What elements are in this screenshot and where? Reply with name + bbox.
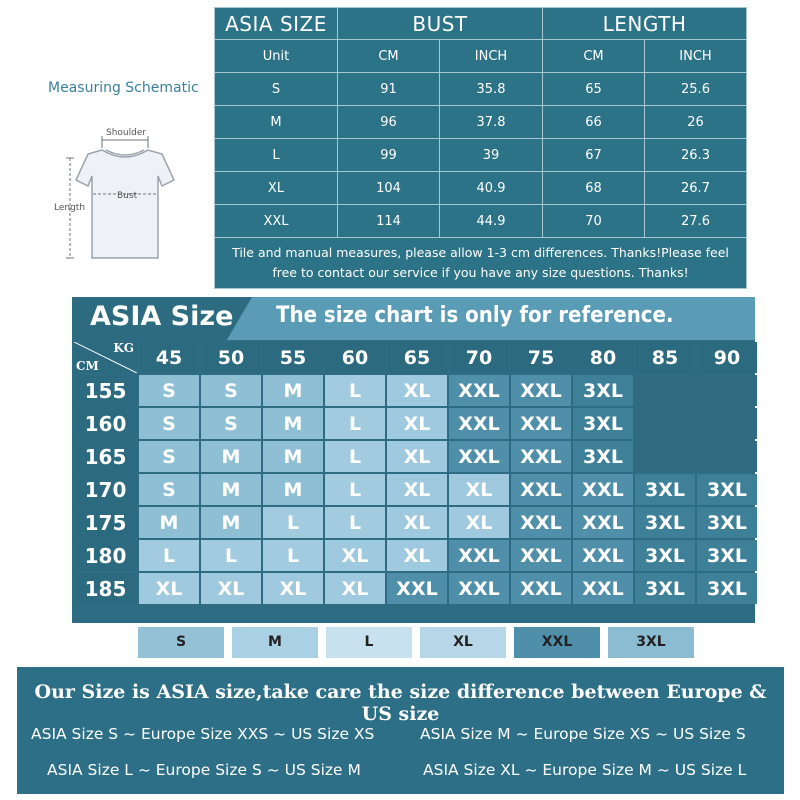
height-header: 170 <box>74 474 137 505</box>
size-cell: XL <box>449 507 509 538</box>
height-row <box>74 408 757 439</box>
size-cell: XL <box>387 375 447 406</box>
size-cell: 3XL <box>635 540 695 571</box>
size-cell: M <box>201 441 261 472</box>
size-cell: XXL <box>511 408 571 439</box>
size-cell: L <box>263 540 323 571</box>
unit-cell: INCH <box>645 40 747 73</box>
size-cell: 3XL <box>635 474 695 505</box>
size-cell: S <box>215 73 338 106</box>
size-cell: XL <box>139 573 199 604</box>
size-cell: 3XL <box>697 507 757 538</box>
size-cell <box>697 408 757 439</box>
measure-row <box>215 205 747 238</box>
height-header: 180 <box>74 540 137 571</box>
size-cell: 3XL <box>573 375 633 406</box>
measure-value: 91 <box>338 73 440 106</box>
size-conversion-box <box>17 667 784 794</box>
size-cell: 3XL <box>573 441 633 472</box>
size-cell: M <box>263 375 323 406</box>
size-cell: XXL <box>511 573 571 604</box>
measure-value: 26.7 <box>645 172 747 205</box>
measure-value: 39 <box>440 139 543 172</box>
size-cell: XXL <box>511 507 571 538</box>
height-header: 155 <box>74 375 137 406</box>
size-cell: XXL <box>449 408 509 439</box>
legend-item: M <box>232 627 318 658</box>
weight-header: 60 <box>325 342 385 373</box>
size-cell: XXL <box>511 540 571 571</box>
size-cell <box>697 375 757 406</box>
size-cell: 3XL <box>573 408 633 439</box>
measurement-table <box>214 7 747 289</box>
measure-value: 96 <box>338 106 440 139</box>
tshirt-icon <box>40 118 200 278</box>
size-cell: M <box>139 507 199 538</box>
height-row <box>74 573 757 604</box>
size-cell: S <box>139 441 199 472</box>
size-cell: XXL <box>573 474 633 505</box>
size-cell <box>635 408 695 439</box>
size-cell: XXL <box>449 540 509 571</box>
size-cell: L <box>215 139 338 172</box>
unit-row <box>215 40 747 73</box>
size-legend <box>138 627 694 658</box>
size-cell <box>697 441 757 472</box>
weight-header: 65 <box>387 342 447 373</box>
size-cell: XXL <box>511 441 571 472</box>
size-cell: M <box>263 408 323 439</box>
size-grid <box>72 340 759 606</box>
size-cell: S <box>139 375 199 406</box>
conversion-line: ASIA Size S ~ Europe Size XXS ~ US Size XS <box>31 725 375 743</box>
size-cell: L <box>325 375 385 406</box>
size-cell: XL <box>215 172 338 205</box>
size-chart-title: ASIA Size <box>90 301 234 332</box>
measure-value: 66 <box>543 106 645 139</box>
header-asia-size: ASIA SIZE <box>215 8 338 40</box>
size-cell: XL <box>449 474 509 505</box>
schematic-title: Measuring Schematic <box>48 80 199 96</box>
height-header: 185 <box>74 573 137 604</box>
measure-row <box>215 139 747 172</box>
size-cell: XXL <box>387 573 447 604</box>
size-cell: L <box>325 408 385 439</box>
measure-value: 114 <box>338 205 440 238</box>
shoulder-label: Shoulder <box>106 128 147 138</box>
size-cell: XXL <box>573 507 633 538</box>
measure-value: 70 <box>543 205 645 238</box>
size-cell: 3XL <box>635 573 695 604</box>
size-cell: XXL <box>215 205 338 238</box>
height-header: 165 <box>74 441 137 472</box>
size-cell: XXL <box>511 375 571 406</box>
size-cell: XXL <box>449 375 509 406</box>
legend-item: XL <box>420 627 506 658</box>
size-cell: L <box>139 540 199 571</box>
size-cell: XL <box>325 540 385 571</box>
size-cell: L <box>263 507 323 538</box>
size-cell: XL <box>387 474 447 505</box>
unit-cell: CM <box>543 40 645 73</box>
measure-value: 37.8 <box>440 106 543 139</box>
kg-label: KG <box>113 342 134 355</box>
size-cell: L <box>201 540 261 571</box>
height-row <box>74 540 757 571</box>
size-cell: M <box>201 474 261 505</box>
weight-header: 45 <box>139 342 199 373</box>
measure-value: 25.6 <box>645 73 747 106</box>
size-cell: M <box>201 507 261 538</box>
legend-item: S <box>138 627 224 658</box>
conversion-line: ASIA Size L ~ Europe Size S ~ US Size M <box>47 761 361 779</box>
measure-row <box>215 73 747 106</box>
size-cell: M <box>215 106 338 139</box>
size-cell: S <box>139 408 199 439</box>
header-length: LENGTH <box>543 8 747 40</box>
size-cell: 3XL <box>635 507 695 538</box>
measure-value: 44.9 <box>440 205 543 238</box>
conversion-line: ASIA Size M ~ Europe Size XS ~ US Size S <box>420 725 746 743</box>
size-chart-header <box>72 297 755 340</box>
weight-header: 50 <box>201 342 261 373</box>
measure-value: 68 <box>543 172 645 205</box>
grid-corner <box>74 342 137 373</box>
size-chart <box>72 297 755 623</box>
measure-value: 67 <box>543 139 645 172</box>
size-conversion-title: Our Size is ASIA size,take care the size difference between Europe & US size <box>34 681 767 725</box>
size-cell: XL <box>387 507 447 538</box>
size-cell: M <box>263 441 323 472</box>
size-cell <box>635 375 695 406</box>
measure-value: 27.6 <box>645 205 747 238</box>
height-row <box>74 507 757 538</box>
size-cell: XL <box>263 573 323 604</box>
weight-header: 85 <box>635 342 695 373</box>
legend-item: 3XL <box>608 627 694 658</box>
size-cell: L <box>325 474 385 505</box>
size-cell: XL <box>325 573 385 604</box>
tshirt-schematic <box>40 118 200 278</box>
bust-label: Bust <box>117 191 138 201</box>
unit-cell: INCH <box>440 40 543 73</box>
size-cell: XL <box>387 540 447 571</box>
size-cell: XXL <box>511 474 571 505</box>
measure-value: 65 <box>543 73 645 106</box>
size-cell: XL <box>201 573 261 604</box>
size-cell <box>635 441 695 472</box>
size-cell: XXL <box>449 573 509 604</box>
size-cell: 3XL <box>697 573 757 604</box>
header-bust: BUST <box>338 8 543 40</box>
weight-header: 55 <box>263 342 323 373</box>
measure-value: 104 <box>338 172 440 205</box>
height-row <box>74 474 757 505</box>
height-row <box>74 375 757 406</box>
size-cell: XXL <box>573 540 633 571</box>
measure-value: 26.3 <box>645 139 747 172</box>
height-header: 160 <box>74 408 137 439</box>
conversion-line: ASIA Size XL ~ Europe Size M ~ US Size L <box>423 761 747 779</box>
height-header: 175 <box>74 507 137 538</box>
unit-cell: Unit <box>215 40 338 73</box>
size-cell: XXL <box>573 573 633 604</box>
weight-header: 70 <box>449 342 509 373</box>
size-cell: XXL <box>449 441 509 472</box>
height-row <box>74 441 757 472</box>
measure-value: 40.9 <box>440 172 543 205</box>
size-cell: L <box>325 507 385 538</box>
weight-header: 75 <box>511 342 571 373</box>
measure-value: 99 <box>338 139 440 172</box>
length-label: Length <box>54 203 86 213</box>
size-cell: S <box>139 474 199 505</box>
measure-row <box>215 106 747 139</box>
measure-note: Tile and manual measures, please allow 1-3 cm differences. Thanks!Please feel free to contact our service if you have any size questions. Thanks! <box>215 238 747 289</box>
weight-header: 90 <box>697 342 757 373</box>
unit-cell: CM <box>338 40 440 73</box>
legend-item: L <box>326 627 412 658</box>
size-chart-subtitle: The size chart is only for reference. <box>276 303 674 328</box>
size-cell: 3XL <box>697 474 757 505</box>
weight-header: 80 <box>573 342 633 373</box>
measure-value: 35.8 <box>440 73 543 106</box>
legend-item: XXL <box>514 627 600 658</box>
size-cell: 3XL <box>697 540 757 571</box>
measure-value: 26 <box>645 106 747 139</box>
cm-label: CM <box>76 359 99 373</box>
size-cell: XL <box>387 441 447 472</box>
size-cell: S <box>201 408 261 439</box>
size-cell: S <box>201 375 261 406</box>
size-cell: M <box>263 474 323 505</box>
size-cell: XL <box>387 408 447 439</box>
size-cell: L <box>325 441 385 472</box>
measure-row <box>215 172 747 205</box>
